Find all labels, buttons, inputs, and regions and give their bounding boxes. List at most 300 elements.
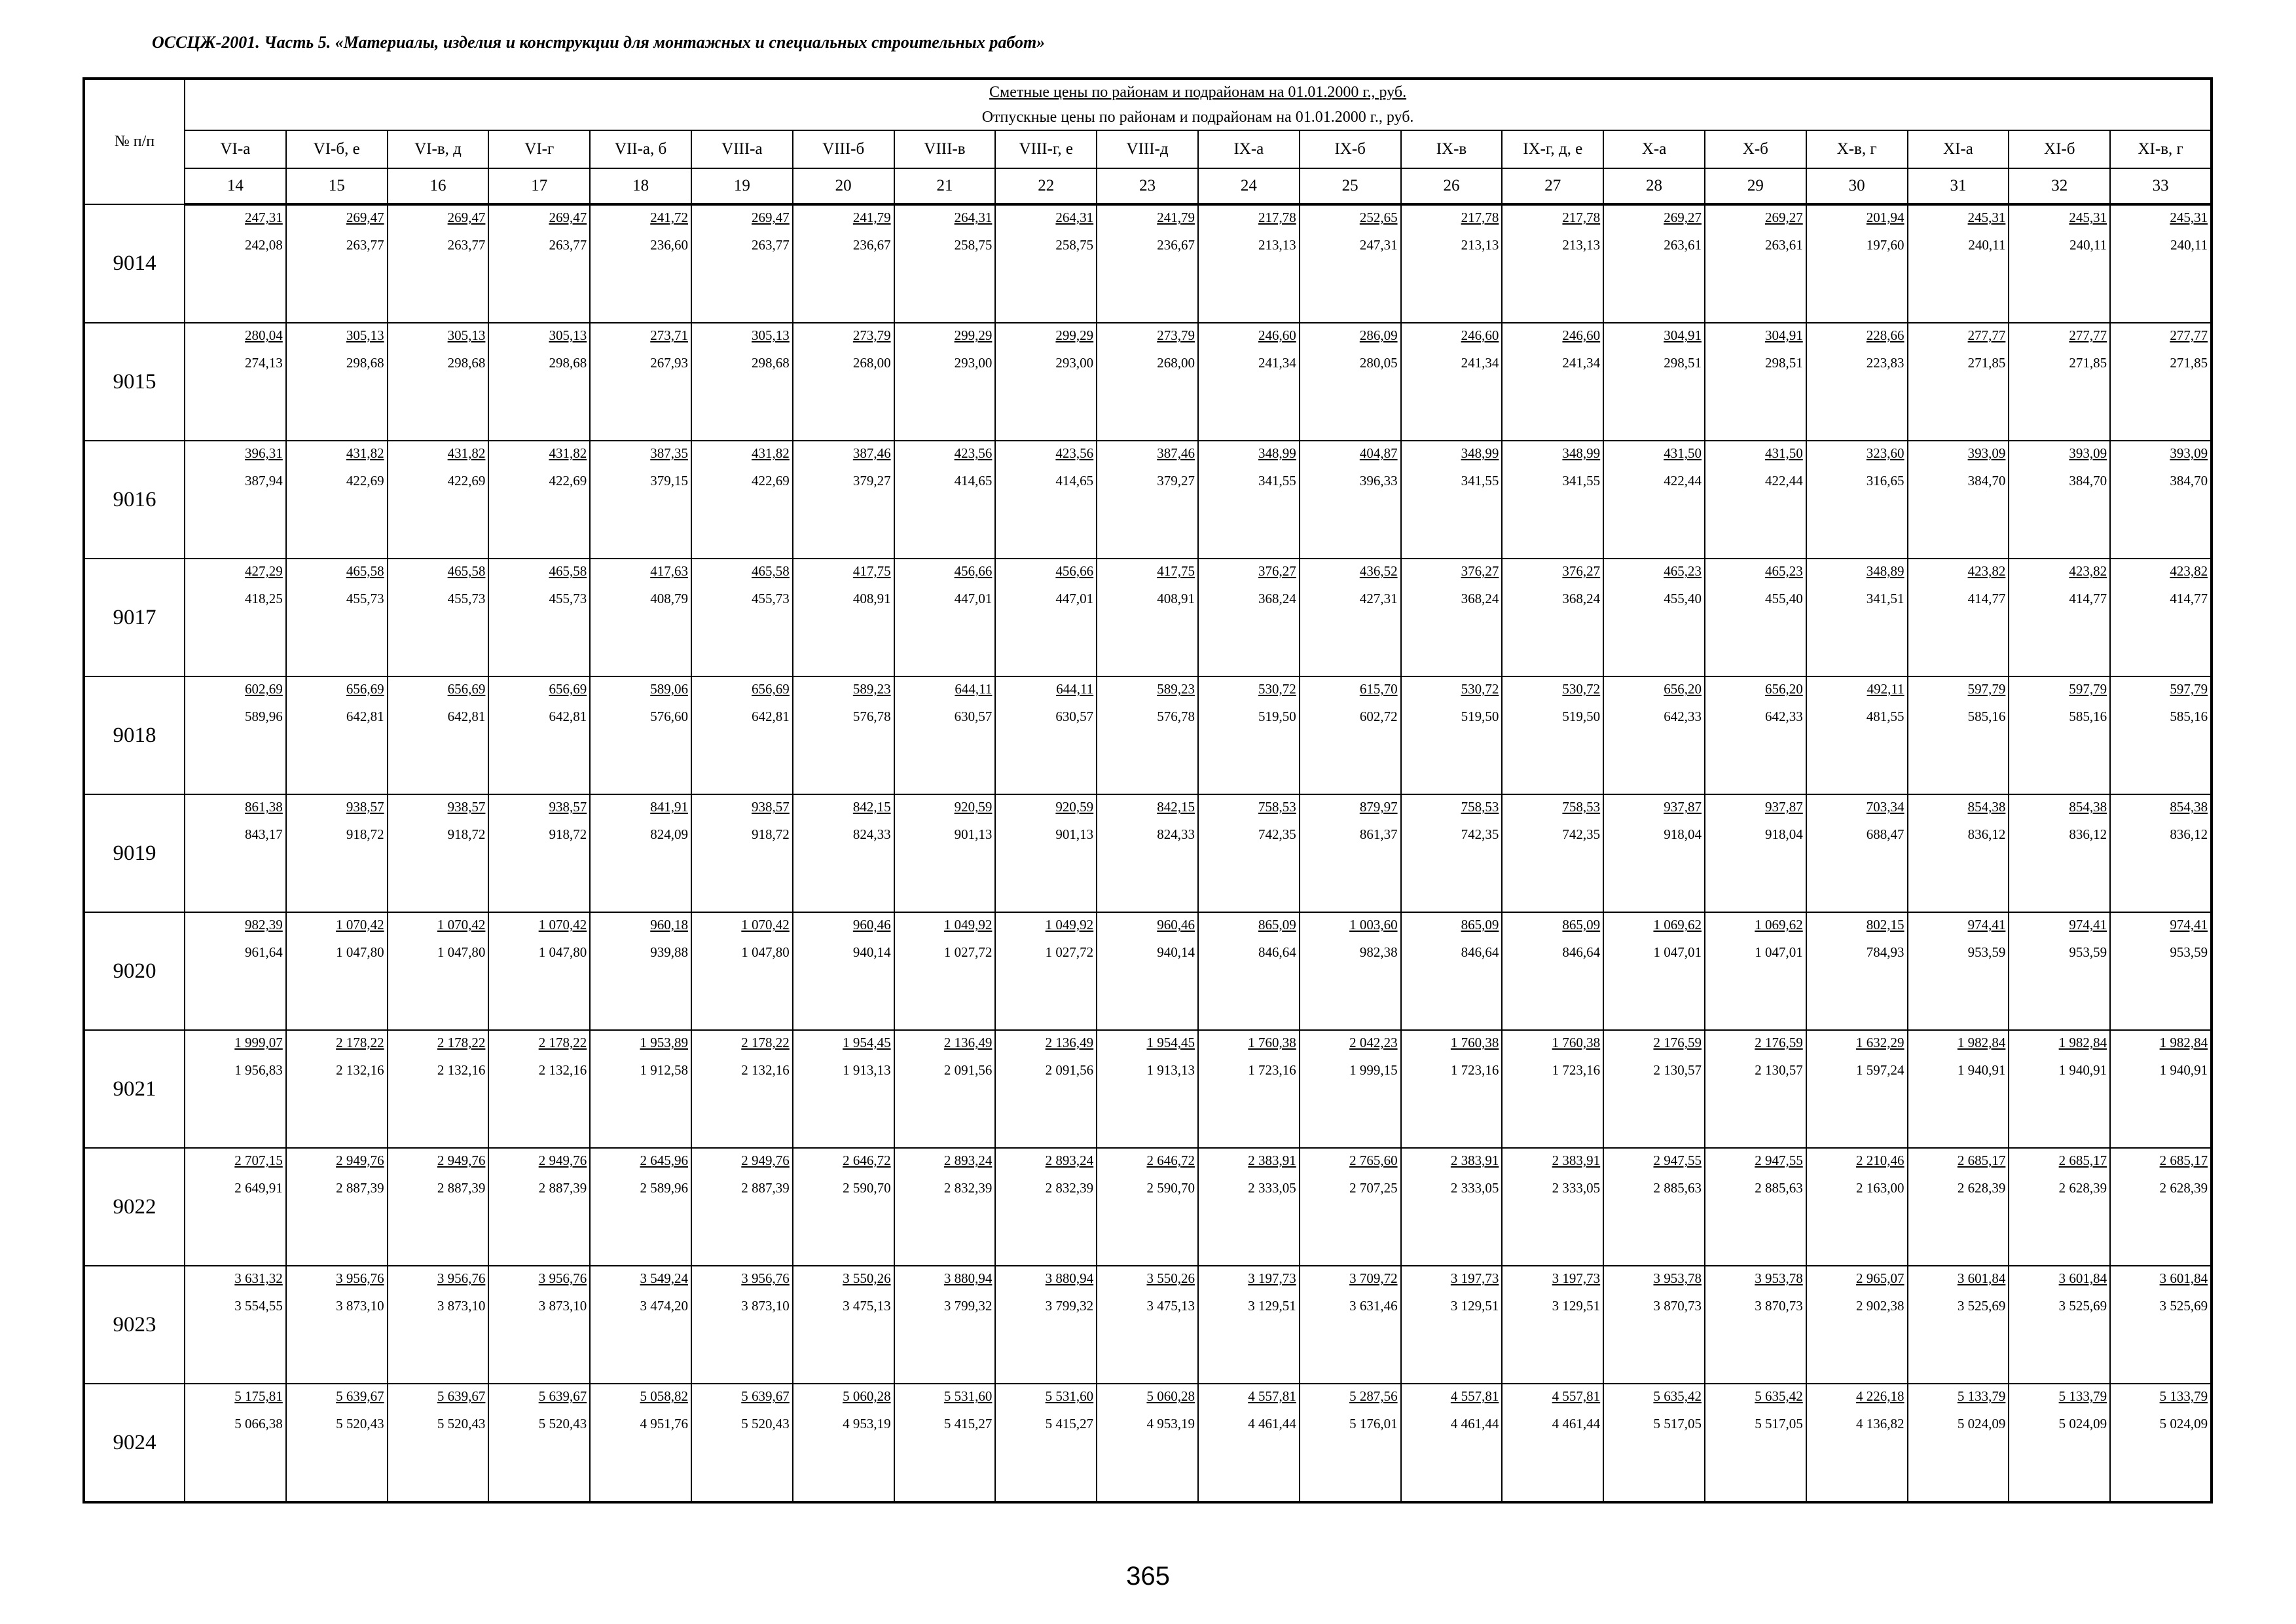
estimated-price: 4 557,81 (1248, 1388, 1296, 1404)
release-price: 5 517,05 (1755, 1416, 1803, 1431)
release-price: 414,77 (2069, 591, 2107, 606)
table-row (84, 323, 2212, 441)
price-cell (1806, 559, 1908, 676)
estimated-price: 431,50 (1664, 445, 1702, 461)
price-cell (488, 441, 590, 559)
release-price: 298,68 (346, 355, 384, 371)
price-cell (1198, 794, 1300, 912)
release-price: 3 799,32 (1045, 1298, 1094, 1314)
estimated-price: 5 531,60 (1045, 1388, 1094, 1404)
release-price: 1 723,16 (1552, 1062, 1601, 1078)
column-number: 18 (590, 168, 691, 204)
price-cell (995, 204, 1097, 323)
price-cell (2009, 1266, 2110, 1384)
release-price: 455,73 (447, 591, 486, 606)
release-price: 1 047,80 (538, 944, 587, 960)
release-price: 742,35 (1258, 826, 1296, 842)
region-header: X-в, г (1806, 130, 1908, 168)
estimated-price: 465,58 (346, 563, 384, 579)
price-cell (286, 1266, 388, 1384)
price-cell (1401, 204, 1503, 323)
price-cell (1401, 1148, 1503, 1266)
price-cell (488, 1148, 590, 1266)
price-cell (185, 676, 286, 794)
release-price: 3 525,69 (1957, 1298, 2006, 1314)
column-number: 33 (2110, 168, 2212, 204)
price-cell (1097, 794, 1198, 912)
release-price: 236,67 (852, 237, 891, 253)
estimated-price: 2 765,60 (1349, 1153, 1398, 1168)
estimated-price: 644,11 (955, 681, 993, 697)
release-price: 316,65 (1866, 473, 1904, 489)
release-price: 455,40 (1765, 591, 1803, 606)
price-cell (185, 1030, 286, 1148)
release-price: 585,16 (2069, 709, 2107, 724)
price-cell (488, 1030, 590, 1148)
estimated-price: 602,69 (245, 681, 283, 697)
release-price: 1 597,24 (1856, 1062, 1904, 1078)
price-cell (894, 1384, 996, 1502)
release-price: 2 132,16 (741, 1062, 790, 1078)
price-cell (286, 1030, 388, 1148)
price-cell (793, 912, 894, 1030)
release-price: 1 047,01 (1653, 944, 1702, 960)
estimated-price: 854,38 (1967, 799, 2006, 815)
price-cell (1705, 441, 1806, 559)
release-price: 3 799,32 (943, 1298, 993, 1314)
price-cell (1705, 323, 1806, 441)
price-cell (2009, 1030, 2110, 1148)
estimated-price: 5 531,60 (943, 1388, 993, 1404)
release-price: 2 885,63 (1755, 1180, 1803, 1196)
release-price: 1 723,16 (1450, 1062, 1499, 1078)
price-cell (1097, 676, 1198, 794)
release-price: 455,73 (346, 591, 384, 606)
price-cell (1908, 1384, 2009, 1502)
price-cell (1502, 1030, 1603, 1148)
region-header: XI-в, г (2110, 130, 2212, 168)
estimated-price: 376,27 (1461, 563, 1499, 579)
price-cell (2009, 204, 2110, 323)
price-cell (1300, 794, 1401, 912)
release-price: 447,01 (1055, 591, 1094, 606)
estimated-price: 2 893,24 (1045, 1153, 1094, 1168)
release-price: 422,69 (549, 473, 587, 489)
price-cell (793, 794, 894, 912)
estimated-price: 217,78 (1562, 210, 1601, 225)
price-cell (1806, 676, 1908, 794)
release-price: 414,77 (2170, 591, 2208, 606)
estimated-price: 656,69 (447, 681, 486, 697)
estimated-price: 842,15 (1157, 799, 1195, 815)
price-cell (1603, 559, 1705, 676)
price-cell (1502, 1384, 1603, 1502)
estimated-price: 2 685,17 (2058, 1153, 2107, 1168)
release-price: 576,60 (650, 709, 688, 724)
price-cell (590, 912, 691, 1030)
price-cell (388, 794, 489, 912)
column-number: 27 (1502, 168, 1603, 204)
column-number: 15 (286, 168, 388, 204)
price-cell (995, 1030, 1097, 1148)
release-price: 5 415,27 (943, 1416, 993, 1431)
release-price: 4 953,19 (843, 1416, 891, 1431)
estimated-price: 656,69 (752, 681, 790, 697)
release-price: 271,85 (2170, 355, 2208, 371)
release-price: 3 873,10 (336, 1298, 384, 1314)
price-cell (1502, 323, 1603, 441)
price-cell (2110, 1266, 2212, 1384)
price-cell (1401, 1030, 1503, 1148)
price-cell (995, 323, 1097, 441)
price-cell (1603, 323, 1705, 441)
estimated-price: 5 133,79 (2159, 1388, 2208, 1404)
release-price: 2 163,00 (1856, 1180, 1904, 1196)
release-price: 379,27 (1157, 473, 1195, 489)
release-price: 241,34 (1258, 355, 1296, 371)
release-price: 846,64 (1258, 944, 1296, 960)
price-cell (488, 1384, 590, 1502)
estimated-price: 2 949,76 (741, 1153, 790, 1168)
price-cell (388, 676, 489, 794)
price-cell (388, 1148, 489, 1266)
price-cell (388, 204, 489, 323)
price-cell (2110, 559, 2212, 676)
price-cell (1198, 559, 1300, 676)
price-cell (1097, 559, 1198, 676)
estimated-price: 854,38 (2170, 799, 2208, 815)
estimated-price: 3 709,72 (1349, 1270, 1398, 1286)
table-row (84, 1384, 2212, 1502)
estimated-price: 2 646,72 (1146, 1153, 1195, 1168)
release-price: 455,73 (752, 591, 790, 606)
estimated-price: 492,11 (1867, 681, 1904, 697)
release-price: 414,65 (1055, 473, 1094, 489)
row-id: 9020 (84, 912, 185, 1030)
estimated-price: 3 601,84 (1957, 1270, 2006, 1286)
estimated-price: 304,91 (1664, 327, 1702, 343)
release-price: 379,27 (852, 473, 891, 489)
release-price: 4 461,44 (1552, 1416, 1601, 1431)
price-cell (286, 559, 388, 676)
release-price: 298,51 (1765, 355, 1803, 371)
price-cell (2009, 323, 2110, 441)
price-cell (590, 1148, 691, 1266)
release-price: 630,57 (954, 709, 993, 724)
release-price: 280,05 (1359, 355, 1398, 371)
estimated-price: 530,72 (1258, 681, 1296, 697)
estimated-price: 431,82 (346, 445, 384, 461)
estimated-price: 2 136,49 (1045, 1035, 1094, 1050)
release-price: 918,72 (752, 826, 790, 842)
estimated-price: 273,79 (852, 327, 891, 343)
release-price: 836,12 (2069, 826, 2107, 842)
release-price: 427,31 (1359, 591, 1398, 606)
price-cell (185, 441, 286, 559)
column-number: 30 (1806, 168, 1908, 204)
estimated-price: 1 070,42 (741, 917, 790, 932)
release-price: 3 870,73 (1653, 1298, 1702, 1314)
region-header: IX-а (1198, 130, 1300, 168)
price-cell (1401, 794, 1503, 912)
estimated-price: 305,13 (447, 327, 486, 343)
region-header: VIII-а (691, 130, 793, 168)
estimated-price: 841,91 (650, 799, 688, 815)
release-price: 2 130,57 (1755, 1062, 1803, 1078)
price-cell (590, 1384, 691, 1502)
estimated-price: 431,50 (1765, 445, 1803, 461)
price-cell (1705, 1030, 1806, 1148)
price-cell (1502, 1266, 1603, 1384)
price-cell (691, 559, 793, 676)
price-cell (1097, 912, 1198, 1030)
estimated-price: 2 707,15 (234, 1153, 283, 1168)
estimated-price: 2 685,17 (1957, 1153, 2006, 1168)
price-cell (488, 204, 590, 323)
price-cell (286, 794, 388, 912)
estimated-price: 5 060,28 (843, 1388, 891, 1404)
estimated-price: 960,18 (650, 917, 688, 932)
release-price: 455,73 (549, 591, 587, 606)
column-number: 21 (894, 168, 996, 204)
title-estimated-prices: Сметные цены по районам и подрайонам на 01.01.2000 г., руб. (989, 84, 1407, 101)
price-cell (691, 676, 793, 794)
release-price: 642,81 (346, 709, 384, 724)
release-price: 901,13 (954, 826, 993, 842)
estimated-price: 246,60 (1461, 327, 1499, 343)
price-cell (894, 204, 996, 323)
release-price: 223,83 (1866, 355, 1904, 371)
release-price: 861,37 (1359, 826, 1398, 842)
estimated-price: 217,78 (1258, 210, 1296, 225)
release-price: 688,47 (1866, 826, 1904, 842)
price-cell (286, 323, 388, 441)
price-cell (388, 323, 489, 441)
estimated-price: 431,82 (752, 445, 790, 461)
column-number: 20 (793, 168, 894, 204)
price-cell (894, 559, 996, 676)
region-header: VIII-в (894, 130, 996, 168)
release-price: 213,13 (1562, 237, 1601, 253)
estimated-price: 938,57 (549, 799, 587, 815)
estimated-price: 1 070,42 (437, 917, 486, 932)
region-header: X-б (1705, 130, 1806, 168)
estimated-price: 656,69 (346, 681, 384, 697)
estimated-price: 1 982,84 (2058, 1035, 2107, 1050)
estimated-price: 865,09 (1562, 917, 1601, 932)
price-cell (1603, 794, 1705, 912)
release-price: 481,55 (1866, 709, 1904, 724)
release-price: 630,57 (1055, 709, 1094, 724)
release-price: 241,34 (1562, 355, 1601, 371)
price-cell (1806, 912, 1908, 1030)
price-cell (286, 1384, 388, 1502)
estimated-price: 277,77 (2069, 327, 2107, 343)
price-cell (185, 323, 286, 441)
release-price: 267,93 (650, 355, 688, 371)
release-price: 602,72 (1359, 709, 1398, 724)
price-cell (1502, 794, 1603, 912)
release-price: 2 132,16 (538, 1062, 587, 1078)
price-cell (691, 912, 793, 1030)
price-cell (1502, 204, 1603, 323)
price-cell (1908, 794, 2009, 912)
column-number: 26 (1401, 168, 1503, 204)
release-price: 824,09 (650, 826, 688, 842)
estimated-price: 264,31 (954, 210, 993, 225)
estimated-price: 376,27 (1258, 563, 1296, 579)
release-price: 213,13 (1258, 237, 1296, 253)
release-price: 258,75 (1055, 237, 1094, 253)
price-cell (2009, 676, 2110, 794)
release-price: 2 091,56 (943, 1062, 993, 1078)
price-cell (1603, 204, 1705, 323)
column-number: 28 (1603, 168, 1705, 204)
estimated-price: 241,72 (650, 210, 688, 225)
price-cell (1705, 1384, 1806, 1502)
price-cell (1908, 441, 2009, 559)
column-number: 19 (691, 168, 793, 204)
page-number: 365 (1126, 1562, 1170, 1591)
price-cell (1806, 1384, 1908, 1502)
estimated-price: 5 133,79 (2058, 1388, 2107, 1404)
estimated-price: 938,57 (447, 799, 486, 815)
estimated-price: 245,31 (2170, 210, 2208, 225)
release-price: 3 873,10 (538, 1298, 587, 1314)
release-price: 408,91 (852, 591, 891, 606)
row-id: 9018 (84, 676, 185, 794)
release-price: 3 525,69 (2159, 1298, 2208, 1314)
release-price: 642,81 (447, 709, 486, 724)
price-cell (691, 441, 793, 559)
row-id: 9022 (84, 1148, 185, 1266)
estimated-price: 3 953,78 (1755, 1270, 1803, 1286)
column-number: 22 (995, 168, 1097, 204)
price-cell (1705, 676, 1806, 794)
release-price: 236,60 (650, 237, 688, 253)
price-cell (1097, 204, 1198, 323)
estimated-price: 2 947,55 (1653, 1153, 1702, 1168)
estimated-price: 960,46 (1157, 917, 1195, 932)
estimated-price: 465,23 (1664, 563, 1702, 579)
release-price: 1 999,15 (1349, 1062, 1398, 1078)
release-price: 982,38 (1359, 944, 1398, 960)
price-cell (2009, 559, 2110, 676)
estimated-price: 423,56 (954, 445, 993, 461)
estimated-price: 656,69 (549, 681, 587, 697)
price-cell (185, 1148, 286, 1266)
release-price: 519,50 (1461, 709, 1499, 724)
estimated-price: 644,11 (1056, 681, 1094, 697)
release-price: 2 887,39 (336, 1180, 384, 1196)
price-cell (488, 559, 590, 676)
estimated-price: 427,29 (245, 563, 283, 579)
estimated-price: 597,79 (1967, 681, 2006, 697)
release-price: 3 873,10 (741, 1298, 790, 1314)
estimated-price: 1 954,45 (1146, 1035, 1195, 1050)
release-price: 1 047,80 (741, 944, 790, 960)
estimated-price: 3 880,94 (943, 1270, 993, 1286)
estimated-price: 1 069,62 (1653, 917, 1702, 932)
release-price: 263,77 (549, 237, 587, 253)
estimated-price: 246,60 (1258, 327, 1296, 343)
table-row (84, 1030, 2212, 1148)
estimated-price: 842,15 (852, 799, 891, 815)
estimated-price: 417,75 (1157, 563, 1195, 579)
price-cell (2110, 1384, 2212, 1502)
estimated-price: 3 197,73 (1450, 1270, 1499, 1286)
estimated-price: 269,47 (447, 210, 486, 225)
column-number: 29 (1705, 168, 1806, 204)
release-price: 422,69 (346, 473, 384, 489)
estimated-price: 348,99 (1258, 445, 1296, 461)
release-price: 5 176,01 (1349, 1416, 1398, 1431)
release-price: 3 475,13 (1146, 1298, 1195, 1314)
price-cell (388, 1030, 489, 1148)
release-price: 293,00 (1055, 355, 1094, 371)
price-cell (691, 323, 793, 441)
price-cell (2110, 323, 2212, 441)
release-price: 5 520,43 (336, 1416, 384, 1431)
price-cell (1502, 559, 1603, 676)
column-number: 23 (1097, 168, 1198, 204)
column-number: 25 (1300, 168, 1401, 204)
estimated-price: 758,53 (1461, 799, 1499, 815)
estimated-price: 2 893,24 (943, 1153, 993, 1168)
estimated-price: 938,57 (346, 799, 384, 815)
release-price: 447,01 (954, 591, 993, 606)
release-price: 341,55 (1562, 473, 1601, 489)
estimated-price: 217,78 (1461, 210, 1499, 225)
release-price: 298,68 (447, 355, 486, 371)
estimated-price: 431,82 (447, 445, 486, 461)
release-price: 918,72 (447, 826, 486, 842)
estimated-price: 277,77 (2170, 327, 2208, 343)
price-cell (2110, 1148, 2212, 1266)
estimated-price: 1 069,62 (1755, 917, 1803, 932)
estimated-price: 597,79 (2170, 681, 2208, 697)
price-cell (488, 1266, 590, 1384)
release-price: 298,68 (549, 355, 587, 371)
price-cell (1603, 1030, 1705, 1148)
price-cell (1300, 1384, 1401, 1502)
release-price: 2 887,39 (437, 1180, 486, 1196)
row-id: 9017 (84, 559, 185, 676)
estimated-price: 3 197,73 (1552, 1270, 1601, 1286)
release-price: 836,12 (1967, 826, 2006, 842)
release-price: 1 027,72 (943, 944, 993, 960)
release-price: 519,50 (1562, 709, 1601, 724)
price-cell (590, 204, 691, 323)
price-cell (1908, 912, 2009, 1030)
table-row (84, 676, 2212, 794)
estimated-price: 530,72 (1562, 681, 1601, 697)
price-cell (1705, 1148, 1806, 1266)
estimated-price: 3 956,76 (437, 1270, 486, 1286)
estimated-price: 228,66 (1866, 327, 1904, 343)
estimated-price: 5 175,81 (234, 1388, 283, 1404)
release-price: 414,65 (954, 473, 993, 489)
release-price: 396,33 (1359, 473, 1398, 489)
estimated-price: 1 070,42 (538, 917, 587, 932)
estimated-price: 4 226,18 (1856, 1388, 1904, 1404)
estimated-price: 465,58 (752, 563, 790, 579)
release-price: 258,75 (954, 237, 993, 253)
estimated-price: 2 383,91 (1552, 1153, 1601, 1168)
price-cell (1603, 1266, 1705, 1384)
estimated-price: 2 947,55 (1755, 1153, 1803, 1168)
estimated-price: 404,87 (1359, 445, 1398, 461)
